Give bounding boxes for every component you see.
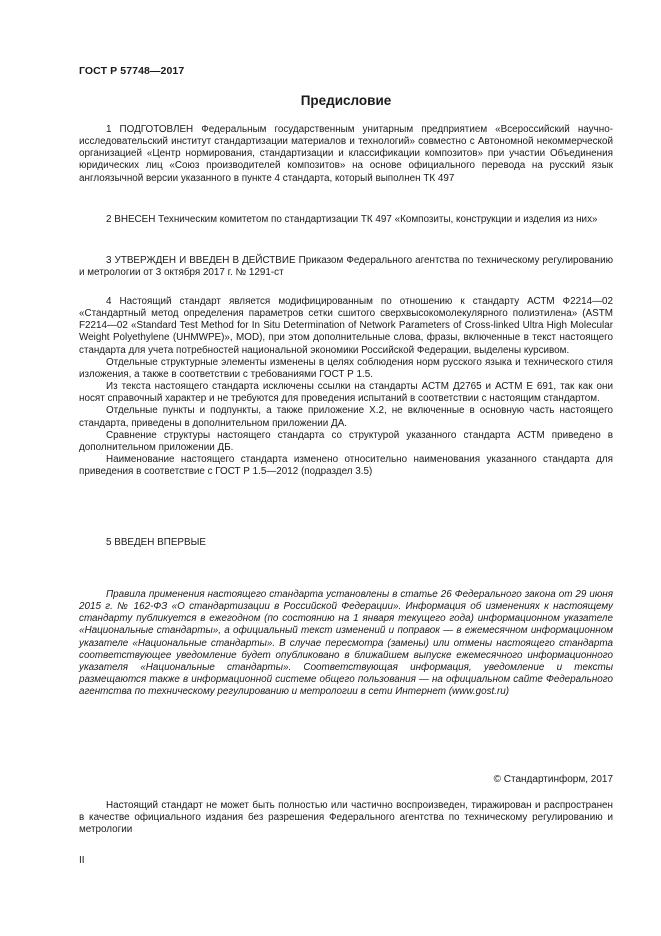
section-3-text: 3 УТВЕРЖДЕН И ВВЕДЕН В ДЕЙСТВИЕ Приказом Федерального агентства по техническому регулированию и метрологии от 3 октября 2017 г. № 1291-ст bbox=[79, 255, 613, 279]
copyright: © Стандартинформ, 2017 bbox=[493, 774, 613, 785]
section-4-paragraph: Отдельные структурные элементы изменены в целях соблюдения норм русского языка и технического стиля изложения, а также в соответствии с требованиями ГОСТ Р 1.5. bbox=[79, 356, 613, 380]
section-1 bbox=[79, 124, 613, 185]
section-4-paragraph: Из текста настоящего стандарта исключены ссылки на стандарты АСТМ Д2765 и АСТМ Е 691, так как они носят справочный характер и не требуются для проведения испытаний в соответствии с настоящим стандартом. bbox=[79, 381, 613, 405]
section-2 bbox=[79, 214, 613, 226]
reproduction-notice bbox=[79, 800, 613, 836]
reproduction-notice-text: Настоящий стандарт не может быть полностью или частично воспроизведен, тиражирован и распространен в качестве официального издания без разрешения Федерального агентства по техническому регулированию и метрологии bbox=[79, 800, 613, 836]
page-title: Предисловие bbox=[300, 93, 392, 108]
section-2-text: 2 ВНЕСЕН Техническим комитетом по стандартизации ТК 497 «Композиты, конструкции и изделия из них» bbox=[106, 214, 598, 225]
section-4 bbox=[79, 296, 613, 478]
section-1-text: 1 ПОДГОТОВЛЕН Федеральным государственным унитарным предприятием «Всероссийский научно-исследовательский институт стандартизации материалов и технологий» совместно с Автономной некоммерческой организацией «Центр нормирования, стандартизации и классификации композитов» при участии Объединения юридических лиц «Союз производителей композитов» на основе официального перевода на русский язык англоязычной версии указанного в пункте 4 стандарта, который выполнен ТК 497 bbox=[79, 124, 613, 184]
page-number: II bbox=[79, 855, 85, 866]
section-5-text: 5 ВВЕДЕН ВПЕРВЫЕ bbox=[106, 537, 206, 548]
section-4-paragraph: Отдельные пункты и подпункты, а также приложение Х.2, не включенные в основную часть настоящего стандарта, приведены в дополнительном приложении ДА. bbox=[79, 405, 613, 429]
standard-code: ГОСТ Р 57748—2017 bbox=[79, 65, 185, 77]
application-notice-text: Правила применения настоящего стандарта установлены в статье 26 Федерального закона от 29 июня 2015 г. № 162-ФЗ «О стандартизации в Российской Федерации». Информация об изменениях к настоящему стандарту публикуется в ежегодном (по состоянию на 1 января текущего года) информационном указателе «Национальные стандарты», а официальный текст изменений и поправок — в ежемесячном информационном указателе «Национальные стандарты». В случае пересмотра (замены) или отмены настоящего стандарта соответствующее уведомление будет опубликовано в ближайшем выпуске ежемесячного информационного указателя «Национальные стандарты». Соответствующая информация, уведомление и тексты размещаются также в информационной системе общего пользования — на официальном сайте Федерального агентства по техническому регулированию и метрологии в сети Интернет (www.gost.ru) bbox=[79, 589, 613, 698]
section-4-paragraph: Наименование настоящего стандарта изменено относительно наименования указанного стандарта для приведения в соответствие с ГОСТ Р 1.5—2012 (подраздел 3.5) bbox=[79, 454, 613, 478]
section-3 bbox=[79, 255, 613, 279]
application-notice bbox=[79, 589, 613, 698]
section-4-paragraph: Сравнение структуры настоящего стандарта со структурой указанного стандарта АСТМ приведено в дополнительном приложении ДБ. bbox=[79, 429, 613, 453]
section-5 bbox=[79, 537, 613, 549]
section-4-text: 4 Настоящий стандарт является модифицированным по отношению к стандарту АСТМ Ф2214—02 «Стандартный метод определения параметров сетки сшитого сверхвысокомолекулярного полиэтилена» (ASTM F2214—02 «Standard Test Method for In Situ Determination of Network Parameters of Cross-linked Ultra High Molecular Weight Polyethylene (UHMWPE)», MOD), при этом дополнительные слова, фразы, включенные в текст настоящего стандарта для учета потребностей национальной экономики Российской Федерации, выделены курсивом. bbox=[79, 296, 613, 356]
